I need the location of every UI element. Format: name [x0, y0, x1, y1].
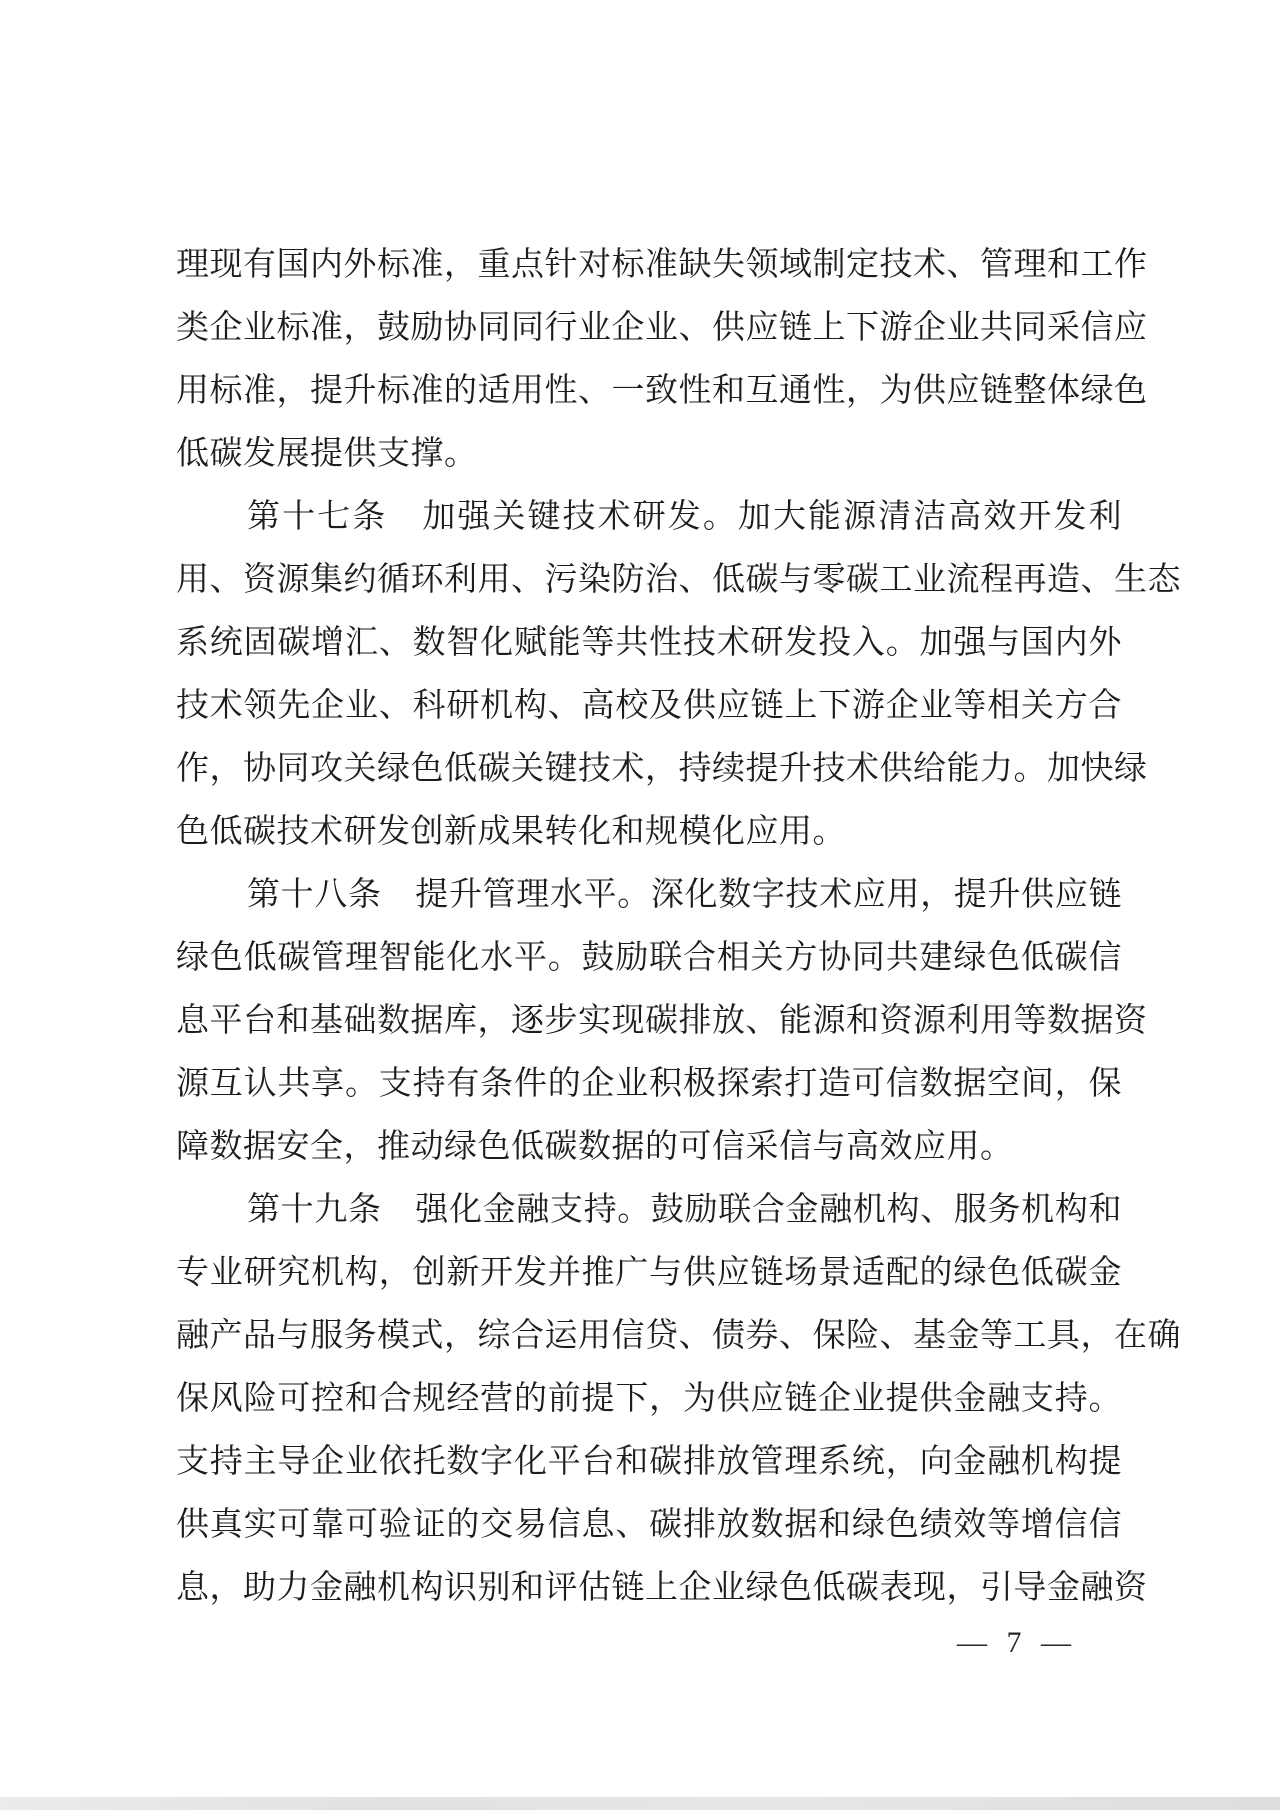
- document-line-article-19-heading: 第十九条 强化金融支持。鼓励联合金融机构、服务机构和: [247, 1192, 1122, 1228]
- document-line: 技术领先企业、科研机构、高校及供应链上下游企业等相关方合: [176, 688, 1122, 724]
- document-line: 保风险可控和合规经营的前提下，为供应链企业提供金融支持。: [176, 1381, 1122, 1417]
- document-line: 低碳发展提供支撑。: [176, 436, 478, 472]
- document-line: 理现有国内外标准，重点针对标准缺失领域制定技术、管理和工作: [176, 247, 1148, 283]
- document-line: 绿色低碳管理智能化水平。鼓励联合相关方协同共建绿色低碳信: [176, 940, 1122, 976]
- page-number: — 7 —: [957, 1626, 1077, 1659]
- scan-bottom-edge: [0, 1797, 1280, 1810]
- document-line: 用、资源集约循环利用、污染防治、低碳与零碳工业流程再造、生态: [176, 562, 1181, 598]
- document-line-article-18-heading: 第十八条 提升管理水平。深化数字技术应用，提升供应链: [247, 877, 1122, 913]
- document-line: 专业研究机构，创新开发并推广与供应链场景适配的绿色低碳金: [176, 1255, 1122, 1291]
- document-line: 息平台和基础数据库，逐步实现碳排放、能源和资源利用等数据资: [176, 1003, 1148, 1039]
- document-line: 息，助力金融机构识别和评估链上企业绿色低碳表现，引导金融资: [176, 1570, 1148, 1606]
- document-line-article-17-heading: 第十七条 加强关键技术研发。加大能源清洁高效开发利: [247, 499, 1122, 535]
- document-line: 色低碳技术研发创新成果转化和规模化应用。: [176, 814, 846, 850]
- document-text-block: [176, 234, 1181, 1620]
- document-line: 融产品与服务模式，综合运用信贷、债券、保险、基金等工具，在确: [176, 1318, 1181, 1354]
- document-line: 源互认共享。支持有条件的企业积极探索打造可信数据空间，保: [176, 1066, 1122, 1102]
- document-line: 障数据安全，推动绿色低碳数据的可信采信与高效应用。: [176, 1129, 1014, 1165]
- document-line: 用标准，提升标准的适用性、一致性和互通性，为供应链整体绿色: [176, 373, 1148, 409]
- document-line: 类企业标准，鼓励协同同行业企业、供应链上下游企业共同采信应: [176, 310, 1148, 346]
- document-line: 作，协同攻关绿色低碳关键技术，持续提升技术供给能力。加快绿: [176, 751, 1148, 787]
- document-line: 支持主导企业依托数字化平台和碳排放管理系统，向金融机构提: [176, 1444, 1122, 1480]
- document-line: 供真实可靠可验证的交易信息、碳排放数据和绿色绩效等增信信: [176, 1507, 1122, 1543]
- document-line: 系统固碳增汇、数智化赋能等共性技术研发投入。加强与国内外: [176, 625, 1122, 661]
